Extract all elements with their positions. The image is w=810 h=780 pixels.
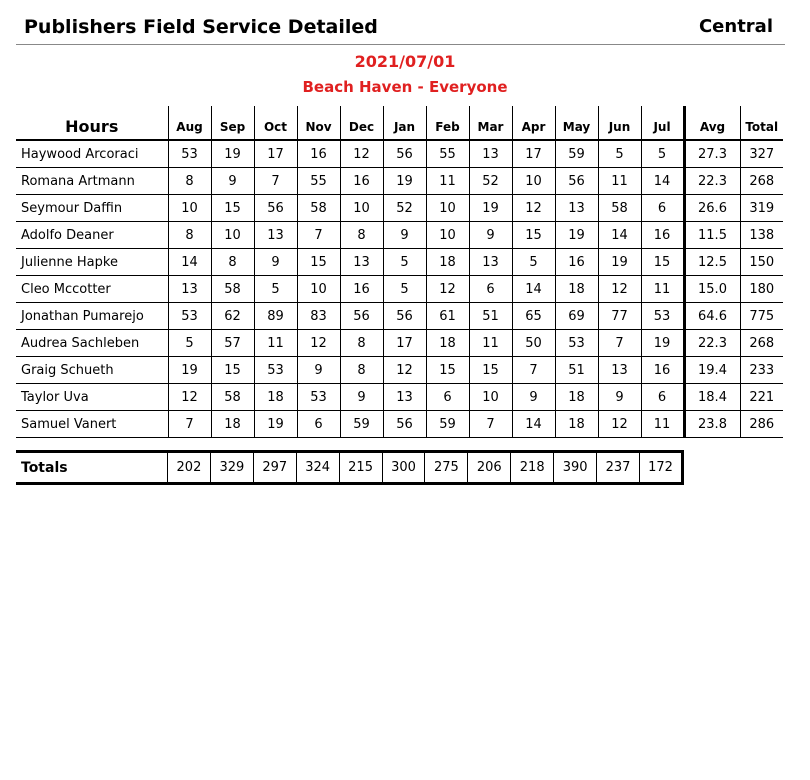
hours-cell: 52 xyxy=(383,195,426,222)
hours-cell: 15 xyxy=(426,357,469,384)
month-header: Dec xyxy=(340,106,383,140)
hours-cell: 11 xyxy=(426,168,469,195)
total-cell: 327 xyxy=(740,140,783,168)
hours-cell: 52 xyxy=(469,168,512,195)
avg-cell: 26.6 xyxy=(684,195,740,222)
hours-cell: 16 xyxy=(555,249,598,276)
hours-cell: 83 xyxy=(297,303,340,330)
hours-table xyxy=(16,106,783,438)
hours-cell: 9 xyxy=(598,384,641,411)
hours-cell: 18 xyxy=(426,330,469,357)
hours-cell: 59 xyxy=(426,411,469,438)
avg-header: Avg xyxy=(684,106,740,140)
hours-cell: 9 xyxy=(469,222,512,249)
hours-cell: 13 xyxy=(598,357,641,384)
hours-cell: 14 xyxy=(512,411,555,438)
month-total-cell: 324 xyxy=(296,452,339,484)
hours-cell: 10 xyxy=(168,195,211,222)
hours-cell: 15 xyxy=(641,249,684,276)
report-date: 2021/07/01 xyxy=(354,52,456,71)
month-header: Jul xyxy=(641,106,684,140)
avg-cell: 12.5 xyxy=(684,249,740,276)
hours-cell: 5 xyxy=(383,249,426,276)
hours-cell: 19 xyxy=(254,411,297,438)
hours-cell: 16 xyxy=(641,222,684,249)
total-cell: 319 xyxy=(740,195,783,222)
publisher-name: Haywood Arcoraci xyxy=(16,140,168,168)
hours-cell: 10 xyxy=(426,222,469,249)
hours-cell: 6 xyxy=(469,276,512,303)
avg-cell: 11.5 xyxy=(684,222,740,249)
hours-cell: 18 xyxy=(211,411,254,438)
hours-cell: 17 xyxy=(512,140,555,168)
hours-cell: 19 xyxy=(469,195,512,222)
hours-cell: 9 xyxy=(512,384,555,411)
publisher-name: Samuel Vanert xyxy=(16,411,168,438)
publisher-name: Cleo Mccotter xyxy=(16,276,168,303)
hours-cell: 9 xyxy=(340,384,383,411)
month-total-cell: 237 xyxy=(597,452,640,484)
month-total-cell: 329 xyxy=(210,452,253,484)
table-row xyxy=(16,140,783,168)
total-cell: 233 xyxy=(740,357,783,384)
hours-cell: 14 xyxy=(512,276,555,303)
hours-cell: 61 xyxy=(426,303,469,330)
hours-cell: 6 xyxy=(641,384,684,411)
hours-cell: 56 xyxy=(383,411,426,438)
hours-cell: 58 xyxy=(211,384,254,411)
hours-cell: 69 xyxy=(555,303,598,330)
total-cell: 180 xyxy=(740,276,783,303)
hours-cell: 18 xyxy=(426,249,469,276)
avg-cell: 22.3 xyxy=(684,168,740,195)
table-row xyxy=(16,222,783,249)
hours-cell: 8 xyxy=(340,330,383,357)
hours-cell: 19 xyxy=(641,330,684,357)
hours-cell: 10 xyxy=(426,195,469,222)
hours-cell: 15 xyxy=(211,357,254,384)
avg-cell: 64.6 xyxy=(684,303,740,330)
hours-cell: 53 xyxy=(555,330,598,357)
total-cell: 138 xyxy=(740,222,783,249)
hours-cell: 89 xyxy=(254,303,297,330)
hours-cell: 56 xyxy=(383,303,426,330)
month-total-cell: 218 xyxy=(511,452,554,484)
hours-cell: 19 xyxy=(555,222,598,249)
totals-row xyxy=(16,452,683,484)
hours-cell: 77 xyxy=(598,303,641,330)
hours-cell: 51 xyxy=(469,303,512,330)
hours-cell: 19 xyxy=(211,140,254,168)
month-total-cell: 202 xyxy=(168,452,211,484)
hours-cell: 17 xyxy=(383,330,426,357)
hours-cell: 16 xyxy=(297,140,340,168)
avg-cell: 22.3 xyxy=(684,330,740,357)
hours-cell: 17 xyxy=(254,140,297,168)
hours-cell: 56 xyxy=(555,168,598,195)
total-cell: 150 xyxy=(740,249,783,276)
avg-cell: 23.8 xyxy=(684,411,740,438)
hours-cell: 6 xyxy=(426,384,469,411)
hours-cell: 13 xyxy=(469,249,512,276)
hours-cell: 13 xyxy=(254,222,297,249)
hours-cell: 56 xyxy=(254,195,297,222)
hours-cell: 9 xyxy=(297,357,340,384)
hours-cell: 5 xyxy=(641,140,684,168)
hours-cell: 15 xyxy=(512,222,555,249)
hours-cell: 10 xyxy=(340,195,383,222)
hours-cell: 12 xyxy=(598,411,641,438)
avg-cell: 15.0 xyxy=(684,276,740,303)
month-total-cell: 275 xyxy=(425,452,468,484)
month-total-cell: 300 xyxy=(382,452,425,484)
hours-cell: 13 xyxy=(555,195,598,222)
hours-cell: 8 xyxy=(340,222,383,249)
month-header: Mar xyxy=(469,106,512,140)
hours-cell: 7 xyxy=(168,411,211,438)
hours-cell: 19 xyxy=(168,357,211,384)
month-total-cell: 390 xyxy=(554,452,597,484)
hours-cell: 5 xyxy=(254,276,297,303)
hours-cell: 14 xyxy=(168,249,211,276)
publisher-name: Adolfo Deaner xyxy=(16,222,168,249)
hours-cell: 11 xyxy=(641,411,684,438)
hours-cell: 12 xyxy=(512,195,555,222)
hours-cell: 57 xyxy=(211,330,254,357)
total-header: Total xyxy=(740,106,783,140)
hours-cell: 11 xyxy=(469,330,512,357)
hours-cell: 8 xyxy=(168,222,211,249)
hours-cell: 56 xyxy=(340,303,383,330)
hours-cell: 12 xyxy=(598,276,641,303)
hours-cell: 51 xyxy=(555,357,598,384)
region-label: Central xyxy=(698,16,773,37)
hours-cell: 7 xyxy=(598,330,641,357)
hours-cell: 19 xyxy=(598,249,641,276)
hours-cell: 16 xyxy=(641,357,684,384)
hours-cell: 13 xyxy=(340,249,383,276)
month-header: Apr xyxy=(512,106,555,140)
publisher-name: Seymour Daffin xyxy=(16,195,168,222)
table-row xyxy=(16,384,783,411)
hours-cell: 9 xyxy=(211,168,254,195)
hours-cell: 53 xyxy=(254,357,297,384)
hours-cell: 13 xyxy=(469,140,512,168)
table-row xyxy=(16,276,783,303)
total-cell: 221 xyxy=(740,384,783,411)
table-row xyxy=(16,249,783,276)
hours-cell: 6 xyxy=(641,195,684,222)
hours-cell: 7 xyxy=(254,168,297,195)
hours-cell: 10 xyxy=(297,276,340,303)
report-subtitle: Beach Haven - Everyone xyxy=(302,78,508,96)
hours-cell: 11 xyxy=(598,168,641,195)
total-cell: 268 xyxy=(740,330,783,357)
table-row xyxy=(16,357,783,384)
month-header: Feb xyxy=(426,106,469,140)
publisher-name: Jonathan Pumarejo xyxy=(16,303,168,330)
hours-cell: 12 xyxy=(168,384,211,411)
hours-cell: 9 xyxy=(383,222,426,249)
table-row xyxy=(16,411,783,438)
hours-cell: 14 xyxy=(598,222,641,249)
hours-cell: 10 xyxy=(211,222,254,249)
hours-cell: 12 xyxy=(426,276,469,303)
month-header: Sep xyxy=(211,106,254,140)
month-header: Jan xyxy=(383,106,426,140)
publisher-name: Graig Schueth xyxy=(16,357,168,384)
month-total-cell: 172 xyxy=(639,452,682,484)
month-header: Nov xyxy=(297,106,340,140)
hours-cell: 7 xyxy=(469,411,512,438)
hours-cell: 55 xyxy=(297,168,340,195)
hours-cell: 13 xyxy=(383,384,426,411)
hours-cell: 16 xyxy=(340,168,383,195)
hours-cell: 58 xyxy=(598,195,641,222)
hours-cell: 9 xyxy=(254,249,297,276)
publisher-name: Romana Artmann xyxy=(16,168,168,195)
hours-cell: 5 xyxy=(383,276,426,303)
hours-cell: 53 xyxy=(168,140,211,168)
avg-cell: 27.3 xyxy=(684,140,740,168)
hours-cell: 8 xyxy=(340,357,383,384)
table-row xyxy=(16,168,783,195)
publisher-name: Julienne Hapke xyxy=(16,249,168,276)
month-header: Jun xyxy=(598,106,641,140)
hours-cell: 18 xyxy=(555,276,598,303)
hours-cell: 10 xyxy=(469,384,512,411)
table-header-row xyxy=(16,106,783,140)
table-row xyxy=(16,330,783,357)
publisher-name: Taylor Uva xyxy=(16,384,168,411)
hours-cell: 5 xyxy=(598,140,641,168)
hours-cell: 53 xyxy=(297,384,340,411)
total-cell: 286 xyxy=(740,411,783,438)
hours-cell: 10 xyxy=(512,168,555,195)
hours-cell: 5 xyxy=(512,249,555,276)
total-cell: 268 xyxy=(740,168,783,195)
hours-cell: 58 xyxy=(211,276,254,303)
hours-cell: 18 xyxy=(254,384,297,411)
totals-label: Totals xyxy=(16,452,168,484)
report-header xyxy=(16,8,785,45)
hours-cell: 12 xyxy=(340,140,383,168)
month-total-cell: 297 xyxy=(253,452,296,484)
table-row xyxy=(16,195,783,222)
hours-cell: 8 xyxy=(168,168,211,195)
avg-cell: 18.4 xyxy=(684,384,740,411)
hours-cell: 59 xyxy=(340,411,383,438)
hours-cell: 53 xyxy=(168,303,211,330)
totals-table xyxy=(16,450,684,485)
hours-cell: 13 xyxy=(168,276,211,303)
month-total-cell: 206 xyxy=(468,452,511,484)
hours-cell: 58 xyxy=(297,195,340,222)
hours-cell: 56 xyxy=(383,140,426,168)
hours-cell: 12 xyxy=(383,357,426,384)
hours-cell: 12 xyxy=(297,330,340,357)
hours-cell: 50 xyxy=(512,330,555,357)
hours-cell: 59 xyxy=(555,140,598,168)
hours-cell: 11 xyxy=(641,276,684,303)
hours-cell: 6 xyxy=(297,411,340,438)
hours-cell: 7 xyxy=(512,357,555,384)
avg-cell: 19.4 xyxy=(684,357,740,384)
hours-cell: 18 xyxy=(555,384,598,411)
hours-cell: 15 xyxy=(211,195,254,222)
hours-cell: 15 xyxy=(469,357,512,384)
total-cell: 775 xyxy=(740,303,783,330)
hours-cell: 53 xyxy=(641,303,684,330)
month-header: Aug xyxy=(168,106,211,140)
hours-header: Hours xyxy=(16,106,168,140)
hours-cell: 62 xyxy=(211,303,254,330)
month-header: Oct xyxy=(254,106,297,140)
hours-cell: 14 xyxy=(641,168,684,195)
month-total-cell: 215 xyxy=(339,452,382,484)
hours-cell: 8 xyxy=(211,249,254,276)
hours-cell: 19 xyxy=(383,168,426,195)
hours-cell: 5 xyxy=(168,330,211,357)
hours-cell: 16 xyxy=(340,276,383,303)
hours-cell: 65 xyxy=(512,303,555,330)
hours-cell: 18 xyxy=(555,411,598,438)
hours-cell: 55 xyxy=(426,140,469,168)
publisher-name: Audrea Sachleben xyxy=(16,330,168,357)
month-header: May xyxy=(555,106,598,140)
hours-cell: 15 xyxy=(297,249,340,276)
report-title: Publishers Field Service Detailed xyxy=(24,16,378,38)
table-row xyxy=(16,303,783,330)
hours-cell: 7 xyxy=(297,222,340,249)
hours-cell: 11 xyxy=(254,330,297,357)
